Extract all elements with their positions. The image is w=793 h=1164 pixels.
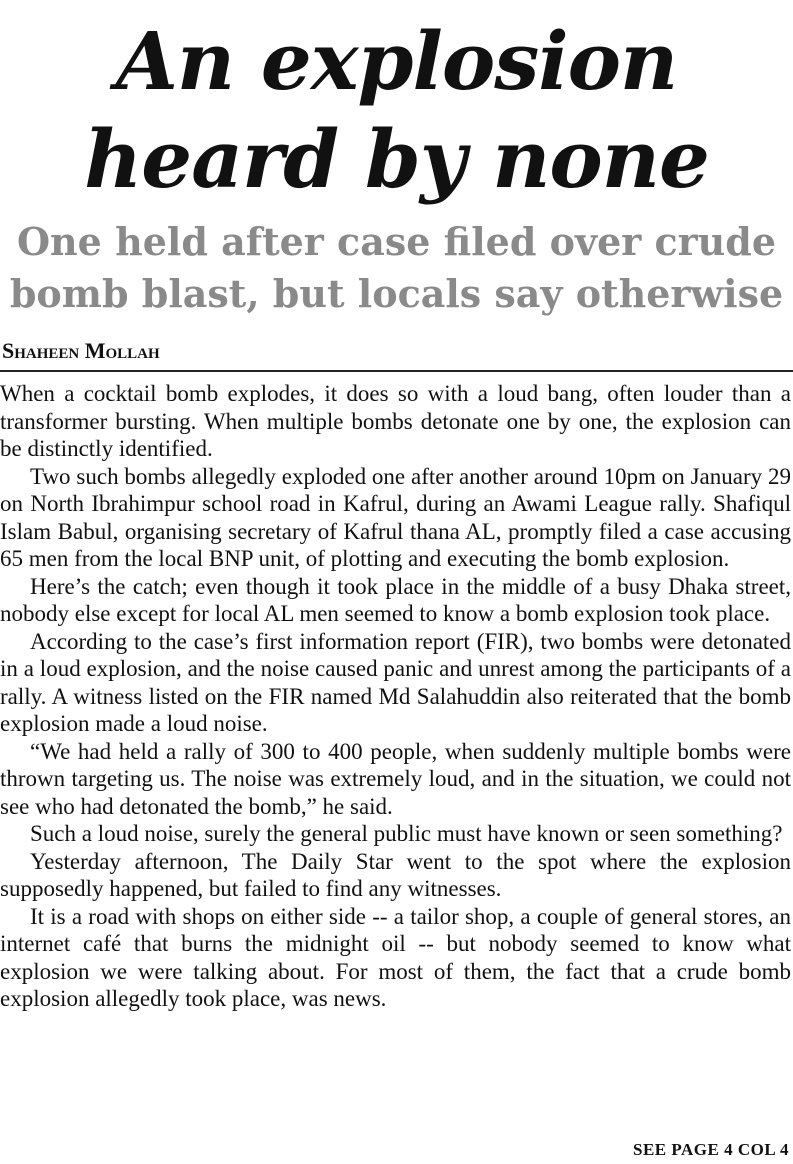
byline-divider bbox=[0, 370, 793, 372]
paragraph: When a cocktail bomb explodes, it does so with a loud bang, often louder than a transformer bursting. When multiple bombs detonate one by one, the explosion can be distinctly identified. bbox=[0, 381, 791, 461]
headline bbox=[0, 0, 793, 208]
subheadline-line-1: One held after case filed over crude bbox=[16, 219, 777, 264]
paragraph: “We had held a rally of 300 to 400 people, when suddenly multiple bombs were thrown targeting us. The noise was extremely loud, and in the situation, we could not see who had detonated the bomb,” he said. bbox=[0, 738, 791, 819]
subheadline bbox=[0, 216, 793, 320]
paragraph: According to the case’s first information report (FIR), two bombs were detonated in a loud explosion, and the noise caused panic and unrest among the participants of a rally. A witness listed on the FIR named Md Salahuddin also reiterated that the bomb explosion made a loud noise. bbox=[0, 628, 791, 736]
subheadline-line-2: bomb blast, but locals say otherwise bbox=[9, 271, 784, 316]
paragraph: Such a loud noise, surely the general public must have known or seen something? bbox=[30, 821, 783, 846]
paragraph: Yesterday afternoon, The Daily Star went to the spot where the explosion supposedly happened, but failed to find any witnesses. bbox=[0, 848, 791, 901]
paragraph: Here’s the catch; even though it took place in the middle of a busy Dhaka street, nobody else except for local AL men seemed to know a bomb explosion took place. bbox=[0, 573, 791, 626]
headline-line-2: heard by none bbox=[84, 112, 709, 206]
article-body bbox=[0, 380, 793, 1013]
byline: Shaheen Mollah bbox=[2, 338, 160, 363]
continuation-note: SEE PAGE 4 COL 4 bbox=[633, 1140, 789, 1159]
paragraph: Two such bombs allegedly exploded one after another around 10pm on January 29 on North Ibrahimpur school road in Kafrul, during an Awami League rally. Shafiqul Islam Babul, organising secretary of Kafrul thana AL, promptly filed a case accusing 65 men from the local BNP unit, of plotting and executing the bomb explosion. bbox=[0, 463, 791, 571]
paragraph: It is a road with shops on either side -- a tailor shop, a couple of general stores, an internet café that burns the midnight oil -- but nobody seemed to know what explosion we were talking about. For most of them, the fact that a crude bomb explosion allegedly took place, was news. bbox=[0, 903, 791, 1011]
headline-line-1: An explosion bbox=[115, 14, 678, 108]
